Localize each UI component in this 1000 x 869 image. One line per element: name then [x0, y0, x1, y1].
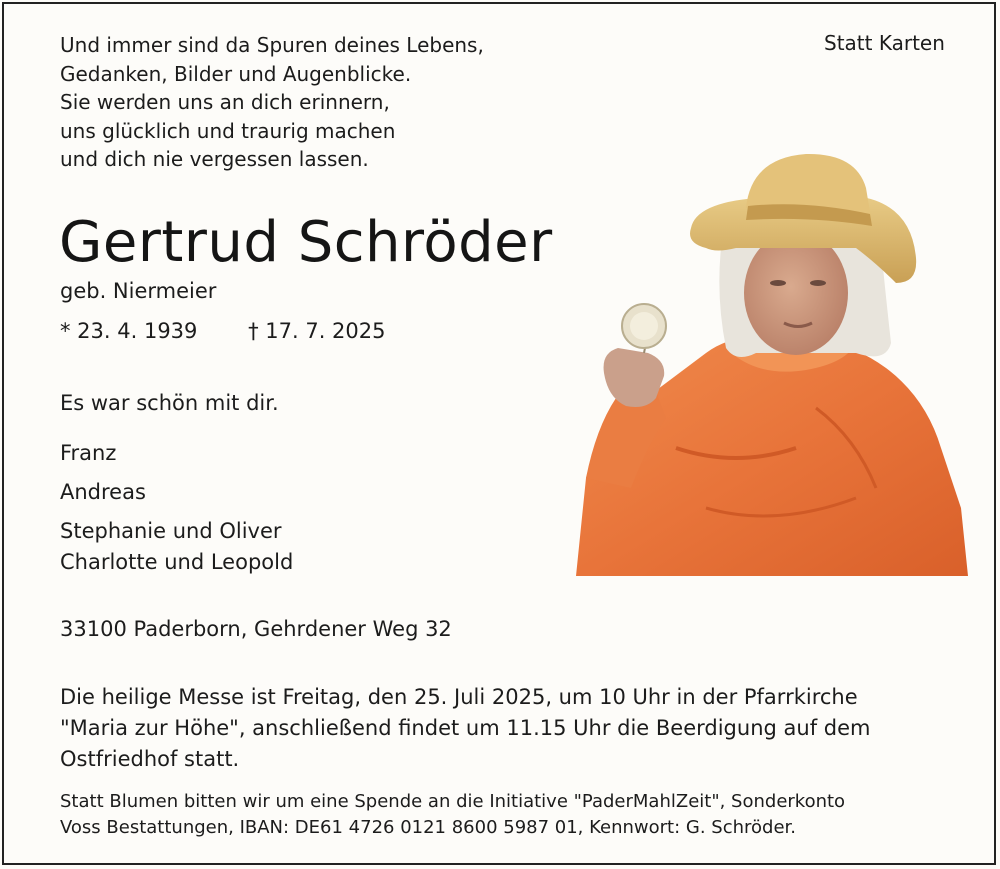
family-member: Stephanie und Oliver — [60, 519, 282, 543]
farewell-text: Es war schön mit dir. — [60, 391, 279, 415]
portrait-photo — [556, 148, 970, 576]
hand-shape — [604, 348, 665, 407]
service-info — [60, 682, 870, 775]
donation-line: Statt Blumen bitten wir um eine Spende an die Initiative "PaderMahlZeit", Sonderkonto — [60, 791, 846, 812]
poem-line: uns glücklich und traurig machen — [60, 118, 396, 143]
deceased-name: Gertrud Schröder — [59, 210, 553, 275]
service-line: "Maria zur Höhe", anschließend findet um 11.15 Uhr die Beerdigung auf dem — [60, 716, 871, 740]
address: 33100 Paderborn, Gehrdener Weg 32 — [60, 617, 452, 641]
poem — [60, 31, 484, 174]
family-member: Franz — [60, 441, 117, 465]
birth-name: geb. Niermeier — [60, 279, 217, 303]
family-member: Charlotte und Leopold — [60, 550, 294, 574]
statt-karten-label: Statt Karten — [824, 31, 945, 55]
family-member: Andreas — [60, 480, 146, 504]
death-date: † 17. 7. 2025 — [248, 319, 386, 343]
donation-info — [60, 789, 845, 841]
donation-line: Voss Bestattungen, IBAN: DE61 4726 0121 8600 5987 01, Kennwort: G. Schröder. — [60, 817, 797, 838]
face-shape — [744, 231, 848, 355]
poem-line: Sie werden uns an dich erinnern, — [60, 90, 390, 114]
birth-date: * 23. 4. 1939 — [60, 319, 198, 343]
life-dates — [60, 318, 386, 344]
poem-line: und dich nie vergessen lassen. — [60, 147, 369, 171]
poem-line: Gedanken, Bilder und Augenblicke. — [60, 61, 412, 86]
poem-line: Und immer sind da Spuren deines Lebens, — [60, 33, 484, 57]
service-line: Ostfriedhof statt. — [60, 747, 240, 771]
service-line: Die heilige Messe ist Freitag, den 25. Juli 2025, um 10 Uhr in der Pfarrkirche — [60, 685, 858, 709]
